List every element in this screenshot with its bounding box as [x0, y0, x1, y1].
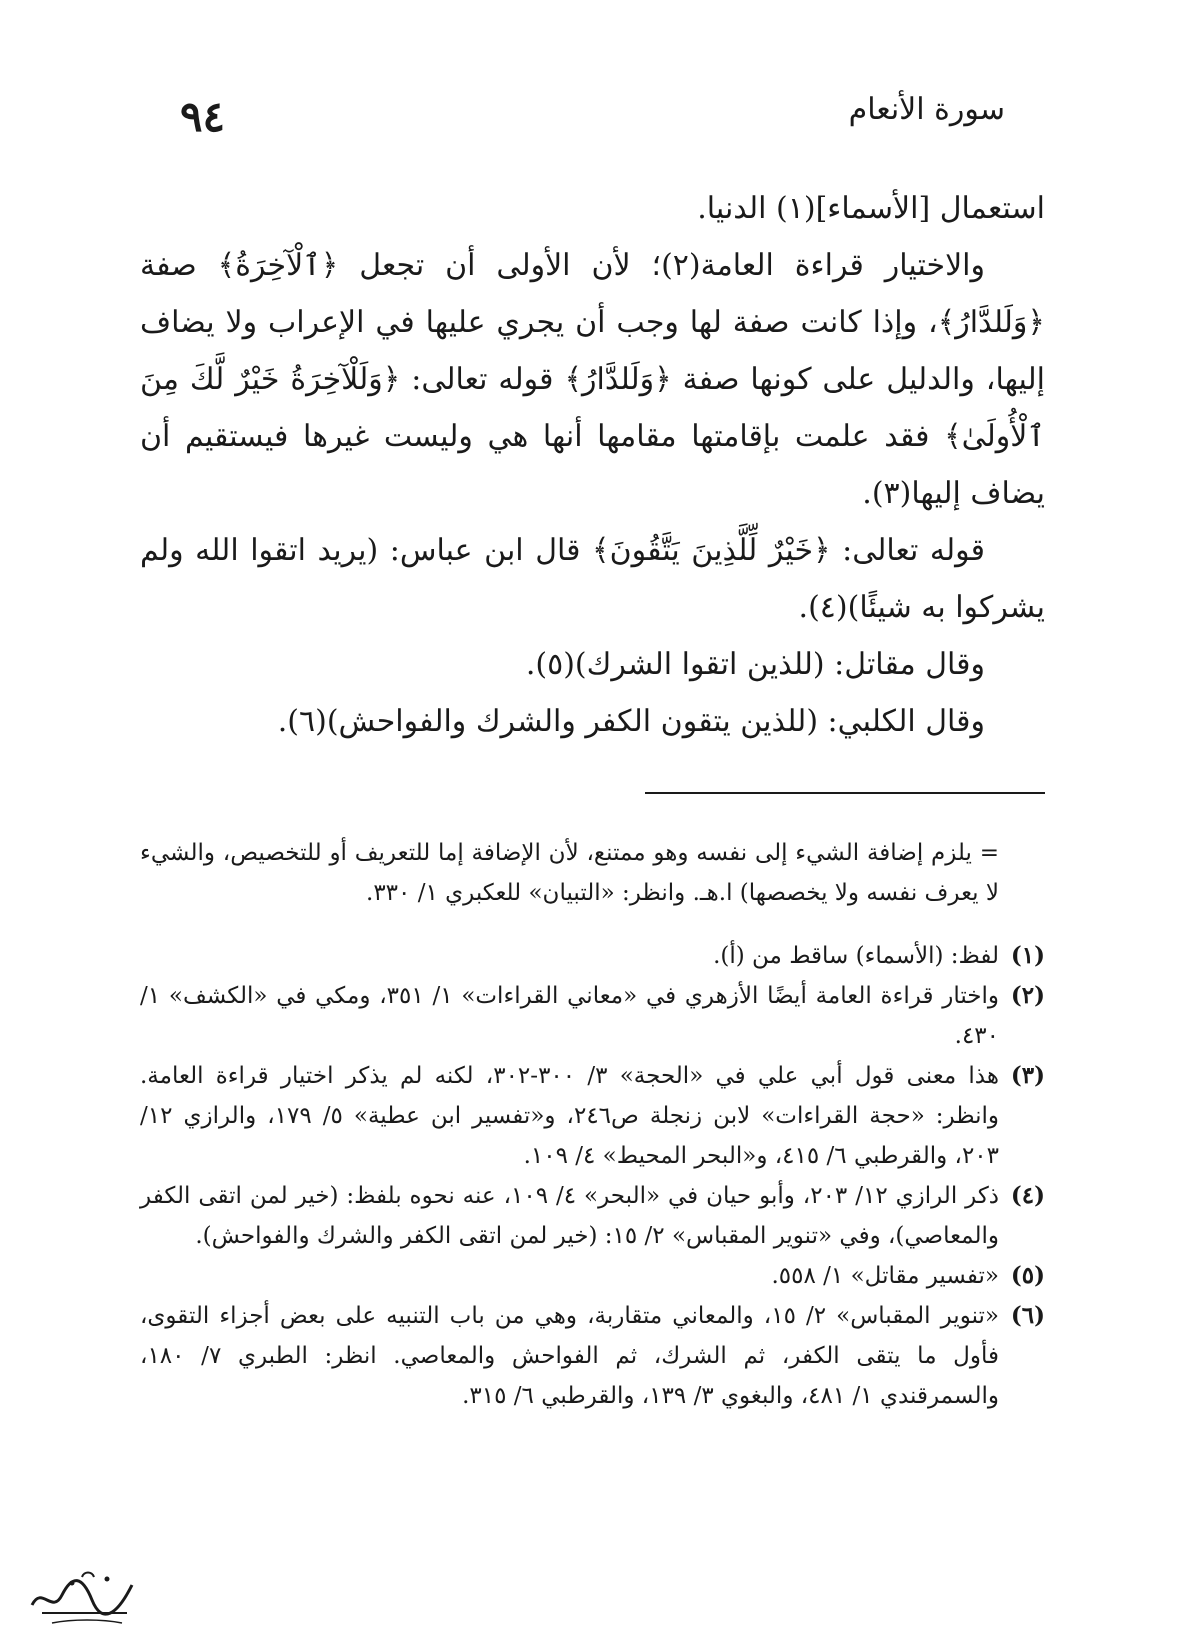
footnote-item [140, 976, 1045, 1056]
footnote-continuation: = يلزم إضافة الشيء إلى نفسه وهو ممتنع، لأن الإضافة إما للتعريف أو للتخصيص، والشيء لا يعرف نفسه ولا يخصصها) ا.هـ. وانظر: «التبيان» للعكبري ١/ ٣٣٠. [140, 840, 999, 906]
paragraph: استعمال [الأسماء](١) الدنيا. [697, 191, 1045, 226]
footnotes [140, 810, 1045, 1416]
footnote-text: واختار قراءة العامة أيضًا الأزهري في «معاني القراءات» ١/ ٣٥١، ومكي في «الكشف» ١/ ٤٣٠. [140, 983, 999, 1049]
paragraph: والاختيار قراءة العامة(٢)؛ لأن الأولى أن تجعل ﴿ٱلْآخِرَةُ﴾ صفة ﴿وَلَلدَّارُ﴾، وإذا كانت صفة لها وجب أن يجري عليها في الإعراب ولا يضاف إليها، والدليل على كونها صفة ﴿وَلَلدَّارُ﴾ قوله تعالى: ﴿وَلَلْآخِرَةُ خَيْرٌ لَّكَ مِنَ ٱلْأُولَىٰ﴾ فقد علمت بإقامتها مقامها أنها هي وليست غيرها فيستقيم أن يضاف إليها(٣). [140, 248, 1045, 511]
page-header [180, 92, 1005, 152]
footnote-number: (٣) [1010, 1062, 1045, 1089]
footnote-text: هذا معنى قول أبي علي في «الحجة» ٣/ ٣٠٠-٣٠٢، لكنه لم يذكر اختيار قراءة العامة. وانظر: «حجة القراءات» لابن زنجلة ص٢٤٦، و«تفسير ابن عطية» ٥/ ١٧٩، والرازي ١٢/ ٢٠٣، والقرطبي ٦/ ٤١٥، و«البحر المحيط» ٤/ ١٠٩. [140, 1063, 1000, 1169]
footnote-text: «تنوير المقباس» ٢/ ١٥، والمعاني متقاربة، وهي من باب التنبيه على بعض أجزاء التقوى، فأول ما يتقى الكفر، ثم الشرك، ثم الفواحش والمعاصي. انظر: الطبري ٧/ ١٨٠، والسمرقندي ١/ ٤٨١، والبغوي ٣/ ١٣٩، والقرطبي ٦/ ٣١٥. [140, 1303, 1000, 1409]
footnote-item [140, 1176, 1045, 1256]
publisher-logo [22, 1555, 147, 1635]
footnote-item [140, 1256, 1045, 1296]
paragraph: قوله تعالى: ﴿خَيْرٌ لِّلَّذِينَ يَتَّقُونَ﴾ قال ابن عباس: (يريد اتقوا الله ولم يشركوا به شيئًا)(٤). [140, 533, 1045, 625]
footnote-separator [645, 792, 1045, 794]
footnote-item [140, 1296, 1045, 1416]
footnote-text: «تفسير مقاتل» ١/ ٥٥٨. [771, 1263, 999, 1289]
footnote-text: لفظ: (الأسماء) ساقط من (أ). [713, 943, 999, 969]
footnote-number: (٥) [1010, 1262, 1045, 1289]
footnote-number: (٦) [1010, 1302, 1045, 1329]
paragraph: وقال الكلبي: (للذين يتقون الكفر والشرك والفواحش)(٦). [277, 704, 985, 739]
main-text [140, 180, 1045, 750]
footnote-number: (١) [1010, 942, 1045, 969]
footnote-number: (٤) [1010, 1182, 1045, 1209]
paragraph: وقال مقاتل: (للذين اتقوا الشرك)(٥). [525, 647, 985, 682]
footnote-text: ذكر الرازي ١٢/ ٢٠٣، وأبو حيان في «البحر» ٤/ ١٠٩، عنه نحوه بلفظ: (خير لمن اتقى الكفر والمعاصي)، وفي «تنوير المقباس» ٢/ ١٥: (خير لمن اتقى الكفر والشرك والفواحش). [140, 1183, 1000, 1249]
footnote-item [140, 936, 1045, 976]
page-number: ٩٤ [180, 92, 226, 141]
surah-title: سورة الأنعام [848, 92, 1005, 127]
footnote-number: (٢) [1010, 982, 1045, 1009]
footnote-item [140, 1056, 1045, 1176]
